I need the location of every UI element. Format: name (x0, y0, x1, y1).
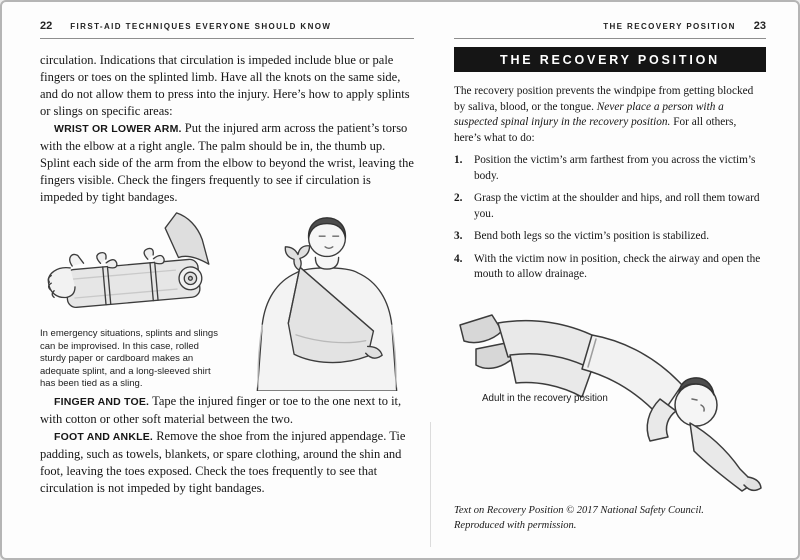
left-header-rule (40, 38, 414, 39)
recovery-intro (454, 84, 766, 146)
credit-line-2: Reproduced with permission. (454, 519, 577, 531)
credit (454, 503, 766, 533)
step-3-number: 3. (454, 230, 463, 242)
step-3 (454, 229, 766, 245)
recovery-caption: Adult in the recovery position (482, 392, 608, 404)
right-running-title: THE RECOVERY POSITION (603, 22, 736, 31)
recovery-steps (454, 153, 766, 283)
step-4 (454, 252, 766, 283)
left-running-title: FIRST-AID TECHNIQUES EVERYONE SHOULD KNOW (70, 22, 332, 31)
wrist-text: Put the injured arm across the patient’s torso with the elbow at a right angle. The palm should be in, the thumb up. Splint each side of the arm from the elbow to beyond the wrist, leaving the fingers visible. Check the fingers frequently to see if circulation is impeded by tight bandages. (40, 121, 414, 204)
left-illustrations (40, 211, 414, 393)
circulation-paragraph: circulation. Indications that circulation is impeded include blue or pale fingers or toes on the splinted limb. Have all the knots on the same side, and do not allow them to press into the injury. Here’s how to apply splints or slings on specific areas: (40, 53, 410, 118)
step-1-number: 1. (454, 154, 463, 166)
intro-after: For all others, here’s what to do: (454, 116, 737, 144)
right-running-header (454, 20, 766, 32)
section-title-banner: THE RECOVERY POSITION (454, 47, 766, 72)
right-header-rule (454, 38, 766, 39)
finger-heading: FINGER AND TOE. (54, 396, 150, 408)
step-1 (454, 153, 766, 184)
step-2-number: 2. (454, 192, 463, 204)
intro-before: The recovery position prevents the windpipe from getting blocked by saliva, blood, or the tongue. (454, 85, 754, 113)
intro-warning-italic: Never place a person with a suspected spinal injury in the recovery position. (454, 100, 724, 128)
wrist-heading: WRIST OR LOWER ARM. (54, 123, 182, 135)
step-3-text: Bend both legs so the victim’s position is stabilized. (474, 230, 710, 242)
step-2 (454, 191, 766, 222)
left-running-header (40, 20, 414, 32)
credit-line-1: Text on Recovery Position © 2017 National Safety Council. (454, 504, 704, 516)
splint-arm-illustration (40, 211, 240, 323)
right-page-number: 23 (753, 20, 766, 32)
wrist-section (40, 120, 414, 206)
left-page-number: 22 (40, 20, 53, 32)
foot-section (40, 428, 414, 497)
splint-column (40, 211, 240, 393)
finger-section (40, 393, 414, 428)
recovery-position-illustration (454, 287, 766, 495)
foot-heading: FOOT AND ANKLE. (54, 431, 154, 443)
foot-text: Remove the shoe from the injured appendage. Tie padding, such as towels, blankets, or spare clothing, around the shin and foot, leaving the toes exposed. Check the toes frequently to see that circulation is not impeded by tight bandages. (40, 429, 406, 495)
splint-caption: In emergency situations, splints and slings can be improvised. In this case, rolled sturdy paper or cardboard makes an adequate splint, and a long-sleeved shirt has been tied as a sling. (40, 328, 218, 389)
step-2-text: Grasp the victim at the shoulder and hips, and roll them toward you. (474, 192, 760, 220)
step-1-text: Position the victim’s arm farthest from you across the victim’s body. (474, 154, 756, 182)
sling-illustration (240, 211, 414, 393)
right-page (430, 2, 800, 560)
finger-text: Tape the injured finger or toe to the one next to it, with cotton or other soft material between the two. (40, 394, 402, 426)
step-4-text: With the victim now in position, check the airway and open the mouth to allow drainage. (474, 252, 761, 280)
page-gutter (430, 422, 431, 547)
left-page (2, 2, 430, 560)
step-4-number: 4. (454, 252, 463, 265)
